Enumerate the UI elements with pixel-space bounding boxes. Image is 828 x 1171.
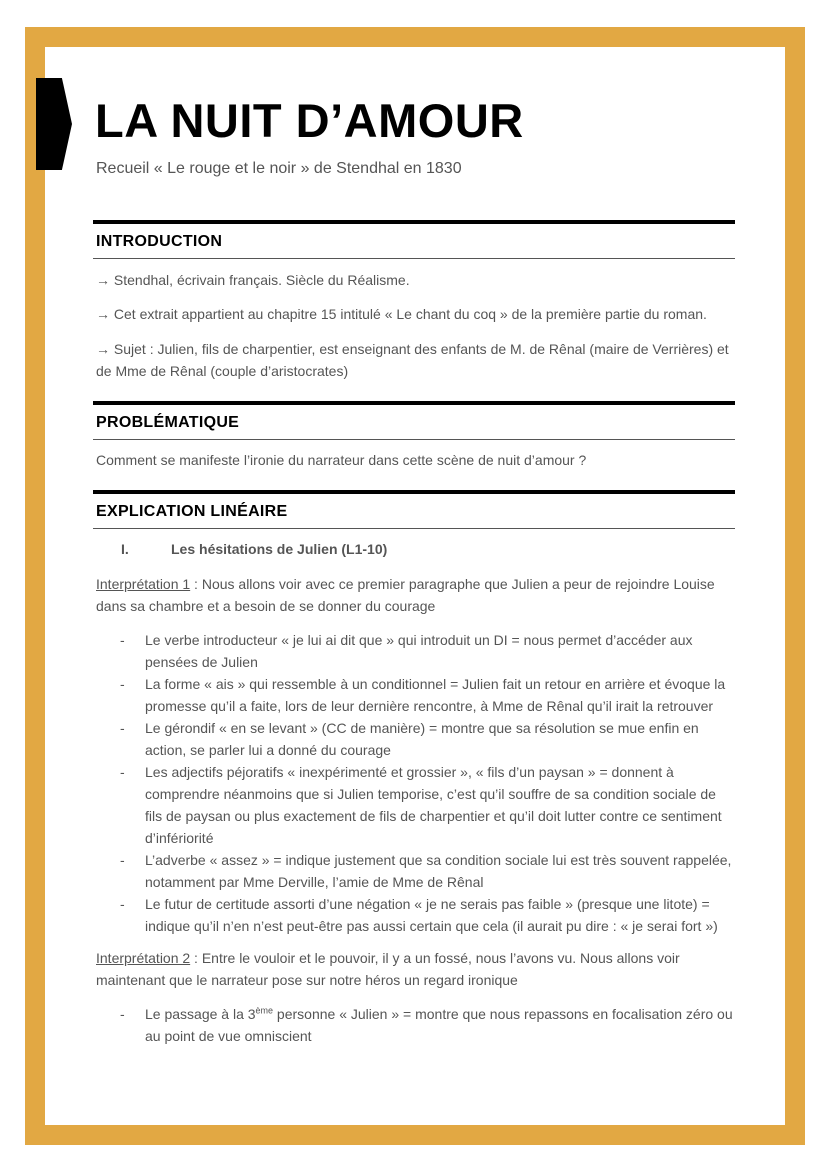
problematique-question: Comment se manifeste l’ironie du narrateur dans cette scène de nuit d’amour ? (96, 452, 587, 468)
bullet-list-1 (96, 629, 736, 937)
list-item: - Le verbe introducteur « je lui ai dit que » qui introduit un DI = nous permet d’accéder aux pensées de Julien (96, 629, 736, 673)
explication-heading-label: EXPLICATION LINÉAIRE (96, 503, 288, 520)
interpretation-2-text: : Entre le vouloir et le pouvoir, il y a un fossé, nous l’avons vu. Nous allons voir maintenant que le narrateur pose sur notre héros un regard ironique (96, 950, 680, 988)
introduction-heading-label: INTRODUCTION (96, 233, 223, 250)
document-title: LA NUIT D’AMOUR (95, 94, 524, 147)
problematique-heading (93, 401, 735, 440)
explication-heading (93, 490, 735, 529)
section-1-title (121, 538, 387, 560)
interpretation-2-label: Interprétation 2 (96, 950, 191, 966)
document-subtitle: Recueil « Le rouge et le noir » de Stendhal en 1830 (96, 160, 462, 177)
interpretation-1 (96, 573, 736, 617)
list-item: - Les adjectifs péjoratifs « inexpérimenté et grossier », « fils d’un paysan » = donnent à comprendre néanmoins que si Julien temporise, c’est qu’il souffre de sa condition sociale de fils de paysan ou plus exactement de fils de charpentier et qu’il doit lutter contre ce sentiment d’infériorité (96, 761, 736, 849)
list-item: - Le gérondif « en se levant » (CC de manière) = montre que sa résolution se mue enfin en action, se parler lui a donné du courage (96, 717, 736, 761)
list-item: - L’adverbe « assez » = indique justement que sa condition sociale lui est très souvent rappelée, notamment par Mme Derville, l’amie de Mme de Rênal (96, 849, 736, 893)
introduction-heading (93, 220, 735, 259)
bullet-text-after: personne « Julien » = montre que nous repassons en focalisation zéro ou au point de vue omniscient (145, 1006, 733, 1044)
list-item: - La forme « ais » qui ressemble à un conditionnel = Julien fait un retour en arrière et évoque la promesse qu’il a faite, lors de leur dernière rencontre, à Mme de Rênal qu’il irait la retrouver (96, 673, 736, 717)
superscript-eme: ème (255, 1005, 274, 1016)
section-title-text: Les hésitations de Julien (L1-10) (171, 541, 388, 557)
intro-point-1: → Stendhal, écrivain français. Siècle du Réalisme. (96, 272, 410, 288)
interpretation-1-label: Interprétation 1 (96, 576, 191, 592)
bullet-list-2 (96, 1003, 736, 1047)
list-item: - Le futur de certitude assorti d’une négation « je ne serais pas faible » (presque une litote) = indique qu’il n’en n’est peut-être pas aussi certain que cela (il aurait pu dire : « je serai fort ») (96, 893, 736, 937)
intro-point-2: → Cet extrait appartient au chapitre 15 intitulé « Le chant du coq » de la première partie du roman. (96, 306, 707, 322)
problematique-heading-label: PROBLÉMATIQUE (96, 414, 240, 431)
section-number: I. (121, 541, 129, 557)
bullet-text-before: Le passage à la 3 (145, 1006, 256, 1022)
interpretation-2 (96, 947, 736, 991)
interpretation-1-text: : Nous allons voir avec ce premier paragraphe que Julien a peur de rejoindre Louise dans sa chambre et a besoin de se donner du courage (96, 576, 715, 614)
intro-point-3: → Sujet : Julien, fils de charpentier, est enseignant des enfants de M. de Rênal (maire de Verrières) et de Mme de Rênal (couple d’aristocrates) (96, 341, 729, 379)
list-item (96, 1003, 736, 1047)
